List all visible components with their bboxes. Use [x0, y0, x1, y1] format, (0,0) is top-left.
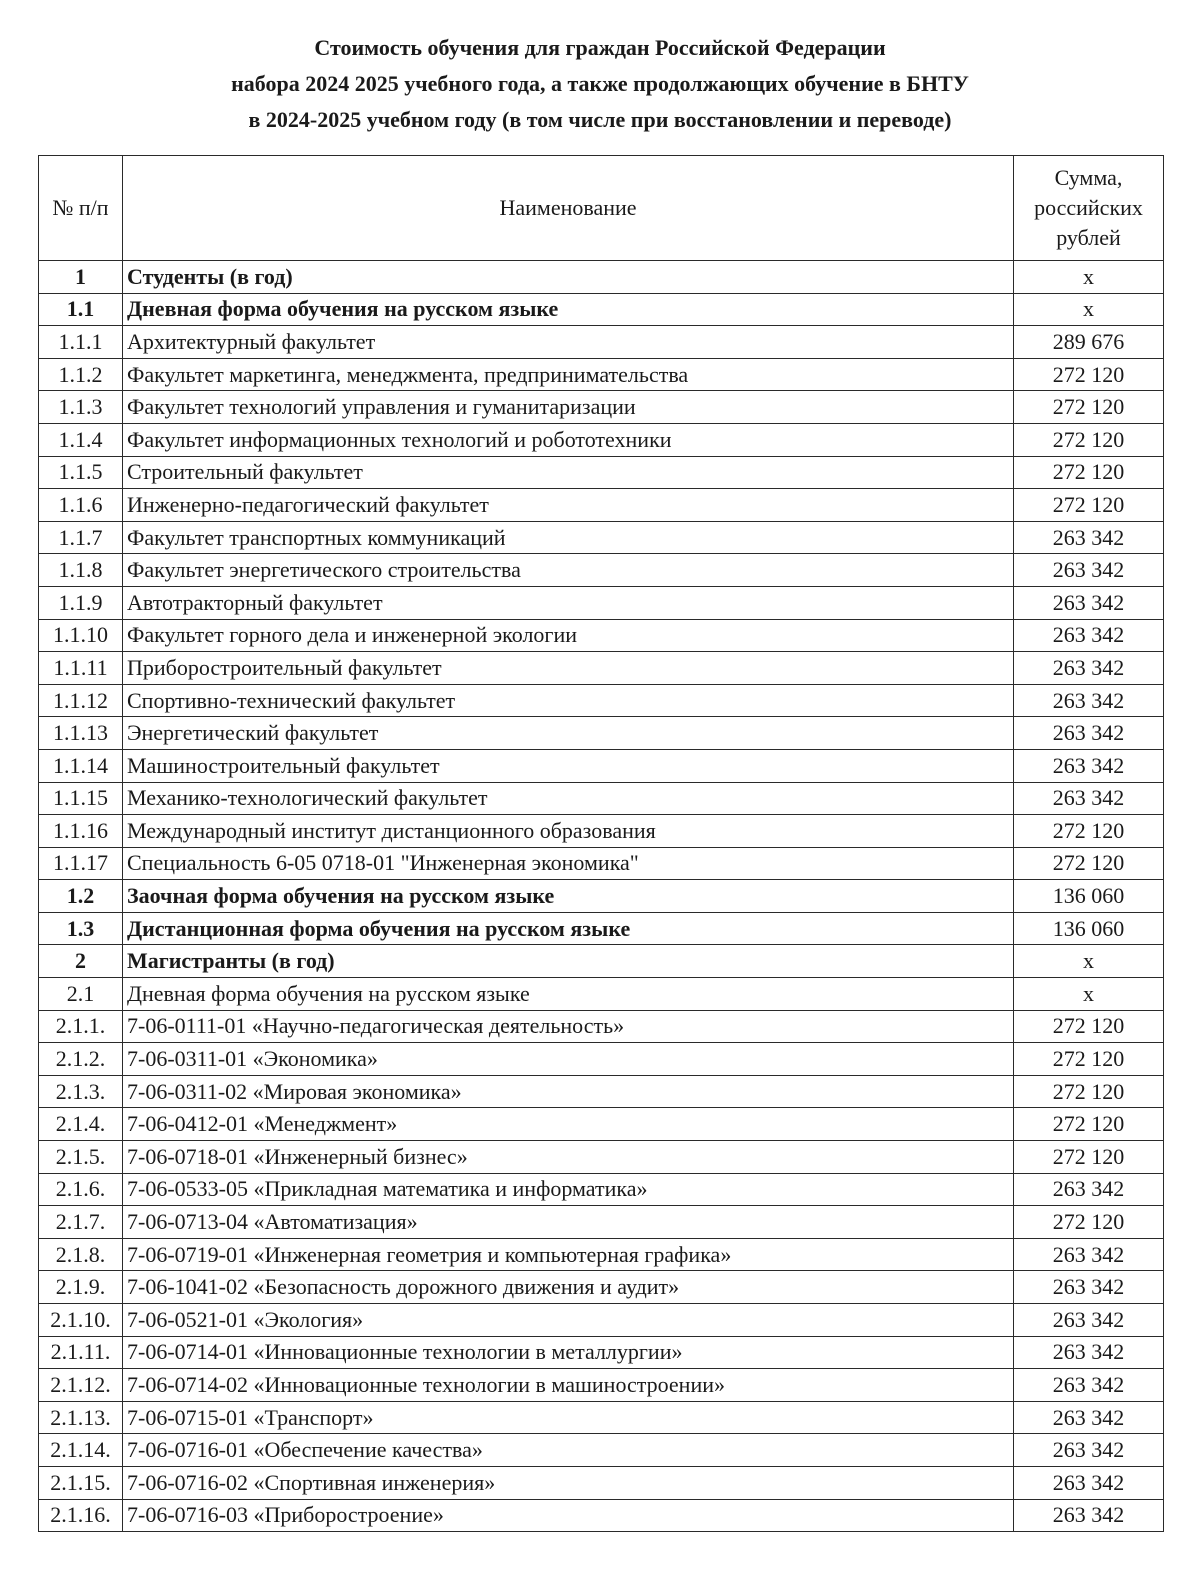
- row-number-cell: 2.1: [39, 978, 123, 1011]
- table-row: [39, 782, 1164, 815]
- row-number-cell: 1.1.14: [39, 749, 123, 782]
- row-number-cell: 1.3: [39, 912, 123, 945]
- table-row: [39, 847, 1164, 880]
- row-name-cell: Студенты (в год): [123, 261, 1014, 294]
- table-row: [39, 1141, 1164, 1174]
- row-name-cell: 7-06-0111-01 «Научно-педагогическая деятельность»: [123, 1010, 1014, 1043]
- row-number-cell: 2.1.3.: [39, 1075, 123, 1108]
- row-name-cell: 7-06-0714-01 «Инновационные технологии в металлургии»: [123, 1336, 1014, 1369]
- row-sum-cell: 272 120: [1014, 1108, 1164, 1141]
- row-name-cell: Факультет технологий управления и гуманитаризации: [123, 391, 1014, 424]
- table-row: [39, 1043, 1164, 1076]
- row-sum-cell: 263 342: [1014, 782, 1164, 815]
- row-name-cell: Архитектурный факультет: [123, 326, 1014, 359]
- row-sum-cell: х: [1014, 261, 1164, 294]
- table-row: [39, 815, 1164, 848]
- row-number-cell: 2.1.16.: [39, 1499, 123, 1532]
- row-sum-cell: 272 120: [1014, 489, 1164, 522]
- table-row: [39, 717, 1164, 750]
- row-number-cell: 1.1.9: [39, 586, 123, 619]
- row-number-cell: 1.1.1: [39, 326, 123, 359]
- row-name-cell: 7-06-0533-05 «Прикладная математика и информатика»: [123, 1173, 1014, 1206]
- title-line: набора 2024 2025 учебного года, а также продолжающих обучение в БНТУ: [231, 71, 969, 96]
- row-number-cell: 1.1.12: [39, 684, 123, 717]
- table-row: [39, 423, 1164, 456]
- row-number-cell: 1.1.5: [39, 456, 123, 489]
- table-row: [39, 1010, 1164, 1043]
- row-name-cell: 7-06-0311-01 «Экономика»: [123, 1043, 1014, 1076]
- row-number-cell: 2.1.1.: [39, 1010, 123, 1043]
- header-sum-line: российских: [1034, 195, 1143, 220]
- table-row: [39, 326, 1164, 359]
- table-row: [39, 1466, 1164, 1499]
- row-name-cell: 7-06-0713-04 «Автоматизация»: [123, 1206, 1014, 1239]
- row-sum-cell: 272 120: [1014, 358, 1164, 391]
- row-name-cell: Спортивно-технический факультет: [123, 684, 1014, 717]
- row-number-cell: 1.1.4: [39, 423, 123, 456]
- row-sum-cell: 263 342: [1014, 749, 1164, 782]
- table-row: [39, 619, 1164, 652]
- table-row: [39, 749, 1164, 782]
- table-row: [39, 1075, 1164, 1108]
- row-name-cell: 7-06-0412-01 «Менеджмент»: [123, 1108, 1014, 1141]
- table-row: [39, 684, 1164, 717]
- row-name-cell: Дистанционная форма обучения на русском языке: [123, 912, 1014, 945]
- table-row: [39, 912, 1164, 945]
- row-name-cell: Факультет информационных технологий и робототехники: [123, 423, 1014, 456]
- row-number-cell: 1.1.2: [39, 358, 123, 391]
- row-number-cell: 1.1.10: [39, 619, 123, 652]
- row-name-cell: 7-06-0714-02 «Инновационные технологии в машиностроении»: [123, 1369, 1014, 1402]
- row-sum-cell: х: [1014, 293, 1164, 326]
- row-number-cell: 2.1.15.: [39, 1466, 123, 1499]
- table-row: [39, 1238, 1164, 1271]
- row-number-cell: 2.1.13.: [39, 1401, 123, 1434]
- row-number-cell: 1.1.13: [39, 717, 123, 750]
- row-sum-cell: 263 342: [1014, 1434, 1164, 1467]
- header-name: Наименование: [123, 156, 1014, 261]
- row-number-cell: 1.1.8: [39, 554, 123, 587]
- row-sum-cell: 272 120: [1014, 1075, 1164, 1108]
- row-number-cell: 1.1.11: [39, 652, 123, 685]
- header-sum: [1014, 156, 1164, 261]
- table-row: [39, 1336, 1164, 1369]
- row-sum-cell: 263 342: [1014, 1304, 1164, 1337]
- table-row: [39, 521, 1164, 554]
- row-number-cell: 1.1.16: [39, 815, 123, 848]
- row-sum-cell: 263 342: [1014, 586, 1164, 619]
- row-sum-cell: 263 342: [1014, 1369, 1164, 1402]
- document-title: [0, 30, 1200, 138]
- table-row: [39, 1173, 1164, 1206]
- row-sum-cell: 263 342: [1014, 1173, 1164, 1206]
- header-sum-line: Сумма,: [1054, 165, 1123, 190]
- row-name-cell: Факультет маркетинга, менеджмента, предпринимательства: [123, 358, 1014, 391]
- table-row: [39, 391, 1164, 424]
- table-row: [39, 489, 1164, 522]
- title-line: Стоимость обучения для граждан Российской Федерации: [314, 35, 886, 60]
- row-sum-cell: 272 120: [1014, 1010, 1164, 1043]
- row-sum-cell: 272 120: [1014, 456, 1164, 489]
- row-name-cell: Факультет энергетического строительства: [123, 554, 1014, 587]
- table-row: [39, 880, 1164, 913]
- row-number-cell: 1.2: [39, 880, 123, 913]
- table-row: [39, 1499, 1164, 1532]
- table-row: [39, 945, 1164, 978]
- table-row: [39, 1369, 1164, 1402]
- title-line: в 2024-2025 учебном году (в том числе при восстановлении и переводе): [248, 107, 952, 132]
- row-name-cell: 7-06-0718-01 «Инженерный бизнес»: [123, 1141, 1014, 1174]
- row-sum-cell: 272 120: [1014, 815, 1164, 848]
- table-row: [39, 1108, 1164, 1141]
- row-sum-cell: 263 342: [1014, 684, 1164, 717]
- row-name-cell: Магистранты (в год): [123, 945, 1014, 978]
- row-number-cell: 2: [39, 945, 123, 978]
- row-sum-cell: 272 120: [1014, 391, 1164, 424]
- row-number-cell: 2.1.9.: [39, 1271, 123, 1304]
- table-row: [39, 1434, 1164, 1467]
- row-number-cell: 1: [39, 261, 123, 294]
- table-row: [39, 978, 1164, 1011]
- table-row: [39, 1304, 1164, 1337]
- row-sum-cell: 263 342: [1014, 652, 1164, 685]
- row-sum-cell: х: [1014, 978, 1164, 1011]
- row-number-cell: 2.1.8.: [39, 1238, 123, 1271]
- row-number-cell: 2.1.5.: [39, 1141, 123, 1174]
- row-number-cell: 1.1.3: [39, 391, 123, 424]
- row-sum-cell: 263 342: [1014, 1499, 1164, 1532]
- row-name-cell: Автотракторный факультет: [123, 586, 1014, 619]
- header-sum-line: рублей: [1056, 225, 1121, 250]
- row-name-cell: Факультет горного дела и инженерной экологии: [123, 619, 1014, 652]
- row-number-cell: 2.1.11.: [39, 1336, 123, 1369]
- row-sum-cell: 263 342: [1014, 619, 1164, 652]
- table-header-row: [39, 156, 1164, 261]
- row-sum-cell: 263 342: [1014, 554, 1164, 587]
- row-name-cell: Приборостроительный факультет: [123, 652, 1014, 685]
- table-row: [39, 293, 1164, 326]
- row-number-cell: 1.1.15: [39, 782, 123, 815]
- table-row: [39, 554, 1164, 587]
- row-number-cell: 2.1.2.: [39, 1043, 123, 1076]
- row-sum-cell: 136 060: [1014, 880, 1164, 913]
- row-sum-cell: 272 120: [1014, 847, 1164, 880]
- table-row: [39, 261, 1164, 294]
- row-name-cell: Механико-технологический факультет: [123, 782, 1014, 815]
- row-number-cell: 2.1.6.: [39, 1173, 123, 1206]
- row-sum-cell: 263 342: [1014, 1271, 1164, 1304]
- row-name-cell: 7-06-0521-01 «Экология»: [123, 1304, 1014, 1337]
- row-sum-cell: 272 120: [1014, 1206, 1164, 1239]
- row-number-cell: 2.1.10.: [39, 1304, 123, 1337]
- row-number-cell: 1.1.7: [39, 521, 123, 554]
- row-name-cell: Факультет транспортных коммуникаций: [123, 521, 1014, 554]
- row-sum-cell: 289 676: [1014, 326, 1164, 359]
- table-row: [39, 1206, 1164, 1239]
- row-sum-cell: 263 342: [1014, 1238, 1164, 1271]
- row-number-cell: 2.1.4.: [39, 1108, 123, 1141]
- row-name-cell: 7-06-0719-01 «Инженерная геометрия и компьютерная графика»: [123, 1238, 1014, 1271]
- row-name-cell: Заочная форма обучения на русском языке: [123, 880, 1014, 913]
- row-sum-cell: 263 342: [1014, 717, 1164, 750]
- row-name-cell: Дневная форма обучения на русском языке: [123, 978, 1014, 1011]
- table-row: [39, 358, 1164, 391]
- row-number-cell: 2.1.12.: [39, 1369, 123, 1402]
- table-row: [39, 1401, 1164, 1434]
- row-name-cell: 7-06-0715-01 «Транспорт»: [123, 1401, 1014, 1434]
- row-name-cell: Энергетический факультет: [123, 717, 1014, 750]
- row-name-cell: Строительный факультет: [123, 456, 1014, 489]
- row-sum-cell: 263 342: [1014, 1401, 1164, 1434]
- table-row: [39, 652, 1164, 685]
- tuition-table: [38, 155, 1164, 1532]
- row-number-cell: 2.1.7.: [39, 1206, 123, 1239]
- row-name-cell: 7-06-0311-02 «Мировая экономика»: [123, 1075, 1014, 1108]
- row-name-cell: Специальность 6-05 0718-01 "Инженерная экономика": [123, 847, 1014, 880]
- row-sum-cell: 136 060: [1014, 912, 1164, 945]
- row-sum-cell: 272 120: [1014, 1141, 1164, 1174]
- row-name-cell: Международный институт дистанционного образования: [123, 815, 1014, 848]
- row-sum-cell: 263 342: [1014, 521, 1164, 554]
- table-body: [39, 261, 1164, 1532]
- row-sum-cell: 263 342: [1014, 1466, 1164, 1499]
- row-name-cell: Инженерно-педагогический факультет: [123, 489, 1014, 522]
- row-number-cell: 1.1: [39, 293, 123, 326]
- row-name-cell: 7-06-0716-02 «Спортивная инженерия»: [123, 1466, 1014, 1499]
- row-number-cell: 2.1.14.: [39, 1434, 123, 1467]
- row-sum-cell: х: [1014, 945, 1164, 978]
- row-name-cell: Машиностроительный факультет: [123, 749, 1014, 782]
- row-name-cell: 7-06-0716-01 «Обеспечение качества»: [123, 1434, 1014, 1467]
- row-sum-cell: 263 342: [1014, 1336, 1164, 1369]
- row-name-cell: 7-06-1041-02 «Безопасность дорожного движения и аудит»: [123, 1271, 1014, 1304]
- table-row: [39, 456, 1164, 489]
- table-row: [39, 586, 1164, 619]
- row-name-cell: Дневная форма обучения на русском языке: [123, 293, 1014, 326]
- header-number: № п/п: [39, 156, 123, 261]
- table-row: [39, 1271, 1164, 1304]
- row-number-cell: 1.1.6: [39, 489, 123, 522]
- row-number-cell: 1.1.17: [39, 847, 123, 880]
- row-name-cell: 7-06-0716-03 «Приборостроение»: [123, 1499, 1014, 1532]
- row-sum-cell: 272 120: [1014, 423, 1164, 456]
- row-sum-cell: 272 120: [1014, 1043, 1164, 1076]
